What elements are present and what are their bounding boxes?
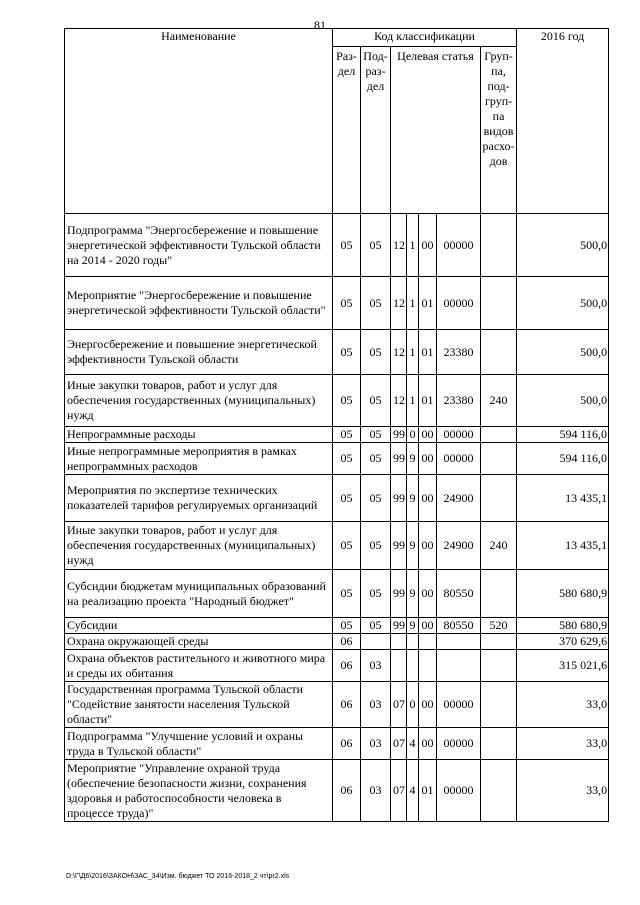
row-name: Мероприятие "Энергосбережение и повышение энергетической эффективности Тульской области" [65,277,333,330]
row-subsection [361,634,391,650]
row-expense-type [481,760,517,822]
table-row [65,427,609,443]
row-section: 05 [333,570,361,618]
row-target-part1: 12 [391,214,407,277]
row-expense-type [481,682,517,728]
row-target-part3: 01 [419,760,437,822]
row-target-part4: 00000 [437,728,481,760]
row-target-part4: 24900 [437,522,481,570]
row-target-part3: 01 [419,277,437,330]
table-row [65,682,609,728]
file-path-footer: D:\Г\Д6\2016\ЗАКОН\ЗАС_34\Изм. бюджет ТО 2016-2018_2 чт\pr2.xls [66,873,290,880]
row-subsection: 05 [361,570,391,618]
row-name: Иные непрограммные мероприятия в рамках непрограммных расходов [65,443,333,475]
row-target-part1: 99 [391,427,407,443]
row-expense-type [481,650,517,682]
row-target-part4: 00000 [437,760,481,822]
row-subsection: 03 [361,682,391,728]
row-amount: 13 435,1 [517,475,609,522]
row-target-part3: 00 [419,522,437,570]
row-target-part4: 24900 [437,475,481,522]
row-target-part1: 99 [391,475,407,522]
row-target-part3: 01 [419,375,437,427]
row-target-part3: 01 [419,330,437,375]
row-target-part2: 1 [407,277,419,330]
table-row [65,634,609,650]
row-amount: 500,0 [517,277,609,330]
row-section: 05 [333,618,361,634]
row-section: 05 [333,277,361,330]
row-subsection: 03 [361,728,391,760]
row-name: Подпрограмма "Энергосбережение и повышение энергетической эффективности Тульской области на 2014 - 2020 годы" [65,214,333,277]
row-amount: 315 021,6 [517,650,609,682]
row-name: Подпрограмма "Улучшение условий и охраны труда в Тульской области" [65,728,333,760]
row-expense-type: 520 [481,618,517,634]
header-year: 2016 год [517,29,609,214]
row-name: Энергосбережение и повышение энергетической эффективности Тульской области [65,330,333,375]
row-subsection: 05 [361,330,391,375]
table-row [65,277,609,330]
table-row [65,618,609,634]
row-subsection: 05 [361,427,391,443]
row-target-part3: 00 [419,682,437,728]
row-subsection: 05 [361,214,391,277]
row-expense-type [481,443,517,475]
row-target-part4: 00000 [437,682,481,728]
row-subsection: 05 [361,443,391,475]
row-target-part2: 9 [407,443,419,475]
row-subsection: 03 [361,650,391,682]
row-amount: 500,0 [517,375,609,427]
row-name: Иные закупки товаров, работ и услуг для обеспечения государственных (муниципальных) нужд [65,375,333,427]
table-row [65,475,609,522]
row-target-part3: 00 [419,618,437,634]
row-target-part2: 9 [407,618,419,634]
row-amount: 580 680,9 [517,570,609,618]
row-target-part4: 80550 [437,570,481,618]
row-target-part4: 23380 [437,375,481,427]
row-target-part1: 99 [391,443,407,475]
row-amount: 370 629,6 [517,634,609,650]
row-expense-type [481,214,517,277]
row-target-part2 [407,634,419,650]
row-target-part1: 12 [391,330,407,375]
row-target-part2: 0 [407,682,419,728]
row-target-part1: 12 [391,277,407,330]
row-target-part1: 07 [391,760,407,822]
row-amount: 580 680,9 [517,618,609,634]
row-amount: 13 435,1 [517,522,609,570]
row-name: Мероприятие "Управление охраной труда (обеспечение безопасности жизни, сохранения здоровья и работоспособности человека в процессе труда)" [65,760,333,822]
table-row [65,522,609,570]
row-target-part1: 99 [391,570,407,618]
row-amount: 33,0 [517,760,609,822]
row-name: Непрограммные расходы [65,427,333,443]
row-name: Государственная программа Тульской области "Содействие занятости населения Тульской области" [65,682,333,728]
row-expense-type [481,277,517,330]
row-target-part3: 00 [419,728,437,760]
row-amount: 33,0 [517,728,609,760]
row-amount: 594 116,0 [517,427,609,443]
row-section: 05 [333,214,361,277]
row-expense-type: 240 [481,522,517,570]
row-target-part2: 1 [407,330,419,375]
row-target-part3: 00 [419,475,437,522]
row-target-part1: 99 [391,522,407,570]
row-section: 05 [333,522,361,570]
row-target-part4 [437,634,481,650]
header-name: Наименование [65,29,333,214]
budget-table [64,28,609,822]
row-target-part4 [437,650,481,682]
row-target-part2: 9 [407,475,419,522]
row-expense-type [481,475,517,522]
row-target-part3 [419,634,437,650]
row-target-part2: 1 [407,214,419,277]
table-row [65,330,609,375]
table-row [65,443,609,475]
row-section: 06 [333,682,361,728]
table-row [65,650,609,682]
row-target-part3: 00 [419,443,437,475]
row-target-part2 [407,650,419,682]
row-section: 05 [333,375,361,427]
row-subsection: 05 [361,375,391,427]
row-target-part2: 9 [407,522,419,570]
row-subsection: 05 [361,475,391,522]
row-amount: 594 116,0 [517,443,609,475]
row-target-part2: 9 [407,570,419,618]
row-expense-type [481,634,517,650]
row-target-part3: 00 [419,214,437,277]
row-section: 05 [333,443,361,475]
row-section: 06 [333,634,361,650]
row-section: 06 [333,728,361,760]
row-expense-type [481,330,517,375]
row-expense-type: 240 [481,375,517,427]
row-target-part2: 4 [407,760,419,822]
header-section: Раз- дел [333,47,361,214]
row-target-part3: 00 [419,427,437,443]
row-target-part1: 99 [391,618,407,634]
row-target-part4: 80550 [437,618,481,634]
row-name: Субсидии бюджетам муниципальных образований на реализацию проекта "Народный бюджет" [65,570,333,618]
row-subsection: 05 [361,618,391,634]
row-section: 05 [333,475,361,522]
row-target-part4: 00000 [437,277,481,330]
row-name: Иные закупки товаров, работ и услуг для обеспечения государственных (муниципальных) нужд [65,522,333,570]
row-name: Охрана объектов растительного и животного мира и среды их обитания [65,650,333,682]
row-subsection: 05 [361,522,391,570]
row-amount: 500,0 [517,214,609,277]
row-target-part2: 1 [407,375,419,427]
row-section: 06 [333,650,361,682]
header-target-article: Целевая статья [391,47,481,214]
table-row [65,728,609,760]
row-expense-type [481,570,517,618]
row-target-part1 [391,650,407,682]
header-classification: Код классификации [333,29,517,47]
row-name: Мероприятия по экспертизе технических показателей тарифов регулируемых организаций [65,475,333,522]
row-section: 05 [333,427,361,443]
row-section: 05 [333,330,361,375]
row-name: Охрана окружающей среды [65,634,333,650]
row-target-part1: 12 [391,375,407,427]
row-amount: 500,0 [517,330,609,375]
row-amount: 33,0 [517,682,609,728]
row-target-part1: 07 [391,682,407,728]
table-row [65,214,609,277]
row-target-part4: 00000 [437,443,481,475]
table-row [65,375,609,427]
row-target-part3 [419,650,437,682]
row-target-part1: 07 [391,728,407,760]
header-subsection: Под- раз- дел [361,47,391,214]
row-section: 06 [333,760,361,822]
row-name: Субсидии [65,618,333,634]
row-target-part2: 0 [407,427,419,443]
row-target-part2: 4 [407,728,419,760]
row-target-part3: 00 [419,570,437,618]
row-expense-type [481,427,517,443]
header-expense-group: Груп- па, под- груп- па видов расхо- дов [481,47,517,214]
row-expense-type [481,728,517,760]
row-target-part4: 00000 [437,214,481,277]
table-row [65,570,609,618]
row-subsection: 05 [361,277,391,330]
row-target-part1 [391,634,407,650]
table-row [65,760,609,822]
page-number: 81 [314,18,326,32]
row-target-part4: 00000 [437,427,481,443]
row-target-part4: 23380 [437,330,481,375]
row-subsection: 03 [361,760,391,822]
